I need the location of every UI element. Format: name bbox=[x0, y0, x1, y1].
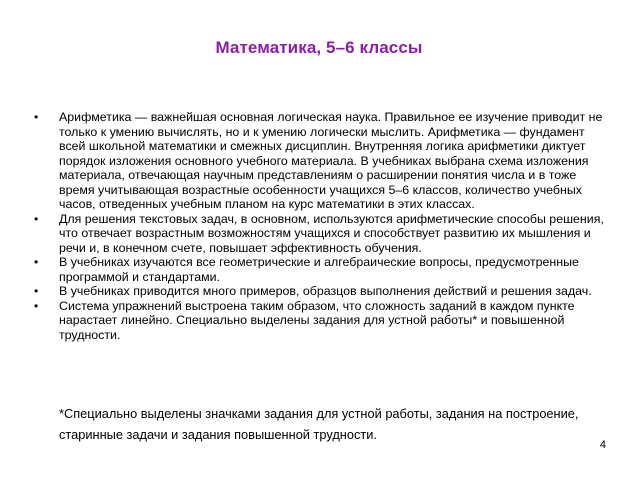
bullet-item-exercises bbox=[34, 299, 609, 343]
bullet-text: В учебниках изучаются все геометрические и алгебраические вопросы, предусмотренные программой и стандартами. bbox=[59, 255, 579, 284]
bullet-icon: • bbox=[34, 110, 39, 124]
slide-title: Математика, 5–6 классы bbox=[215, 38, 423, 57]
bullet-text: Для решения текстовых задач, в основном, используются арифметические способы решения, что отвечает возрастным возможностям учащихся и способствует развитию их мышления и речи и, в конечном счете, повышает эффективность обучения. bbox=[59, 211, 604, 255]
bullet-list bbox=[34, 110, 609, 342]
bullet-item-word-problems bbox=[34, 212, 609, 256]
bullet-text: Система упражнений выстроена таким образом, что сложность заданий в каждом пункте нарастает линейно. Специально выделены задания для устной работы* и повышенной трудности. bbox=[59, 298, 575, 342]
footnote: *Специально выделены значками задания для устной работы, задания на построение, старинные задачи и задания повышенной трудности. bbox=[59, 406, 579, 442]
bullet-icon: • bbox=[34, 298, 39, 313]
bullet-icon: • bbox=[34, 211, 39, 226]
bullet-item-arithmetic bbox=[34, 110, 609, 212]
bullet-icon: • bbox=[34, 284, 39, 298]
page-number: 4 bbox=[599, 439, 606, 451]
bullet-item-examples bbox=[34, 284, 609, 299]
bullet-icon: • bbox=[34, 255, 39, 269]
bullet-text: Арифметика — важнейшая основная логическая наука. Правильное ее изучение приводит не только к умению вычислять, но и к умению логически мыслить. Арифметика — фундамент всей школьной математики и смежных дисциплин. Внутренняя логика арифметики диктует порядок изложения основного учебного материала. В учебниках выбрана схема изложения материала, отвечающая научным представлениям о расширении понятия числа и в тоже время учитывающая возрастные особенности учащихся 5–6 классов, количество учебных часов, отведенных учебным планом на курс математики в этих классах. bbox=[59, 110, 603, 211]
bullet-text: В учебниках приводится много примеров, образцов выполнения действий и решения задач. bbox=[59, 284, 592, 298]
bullet-item-geometry-algebra bbox=[34, 255, 609, 284]
